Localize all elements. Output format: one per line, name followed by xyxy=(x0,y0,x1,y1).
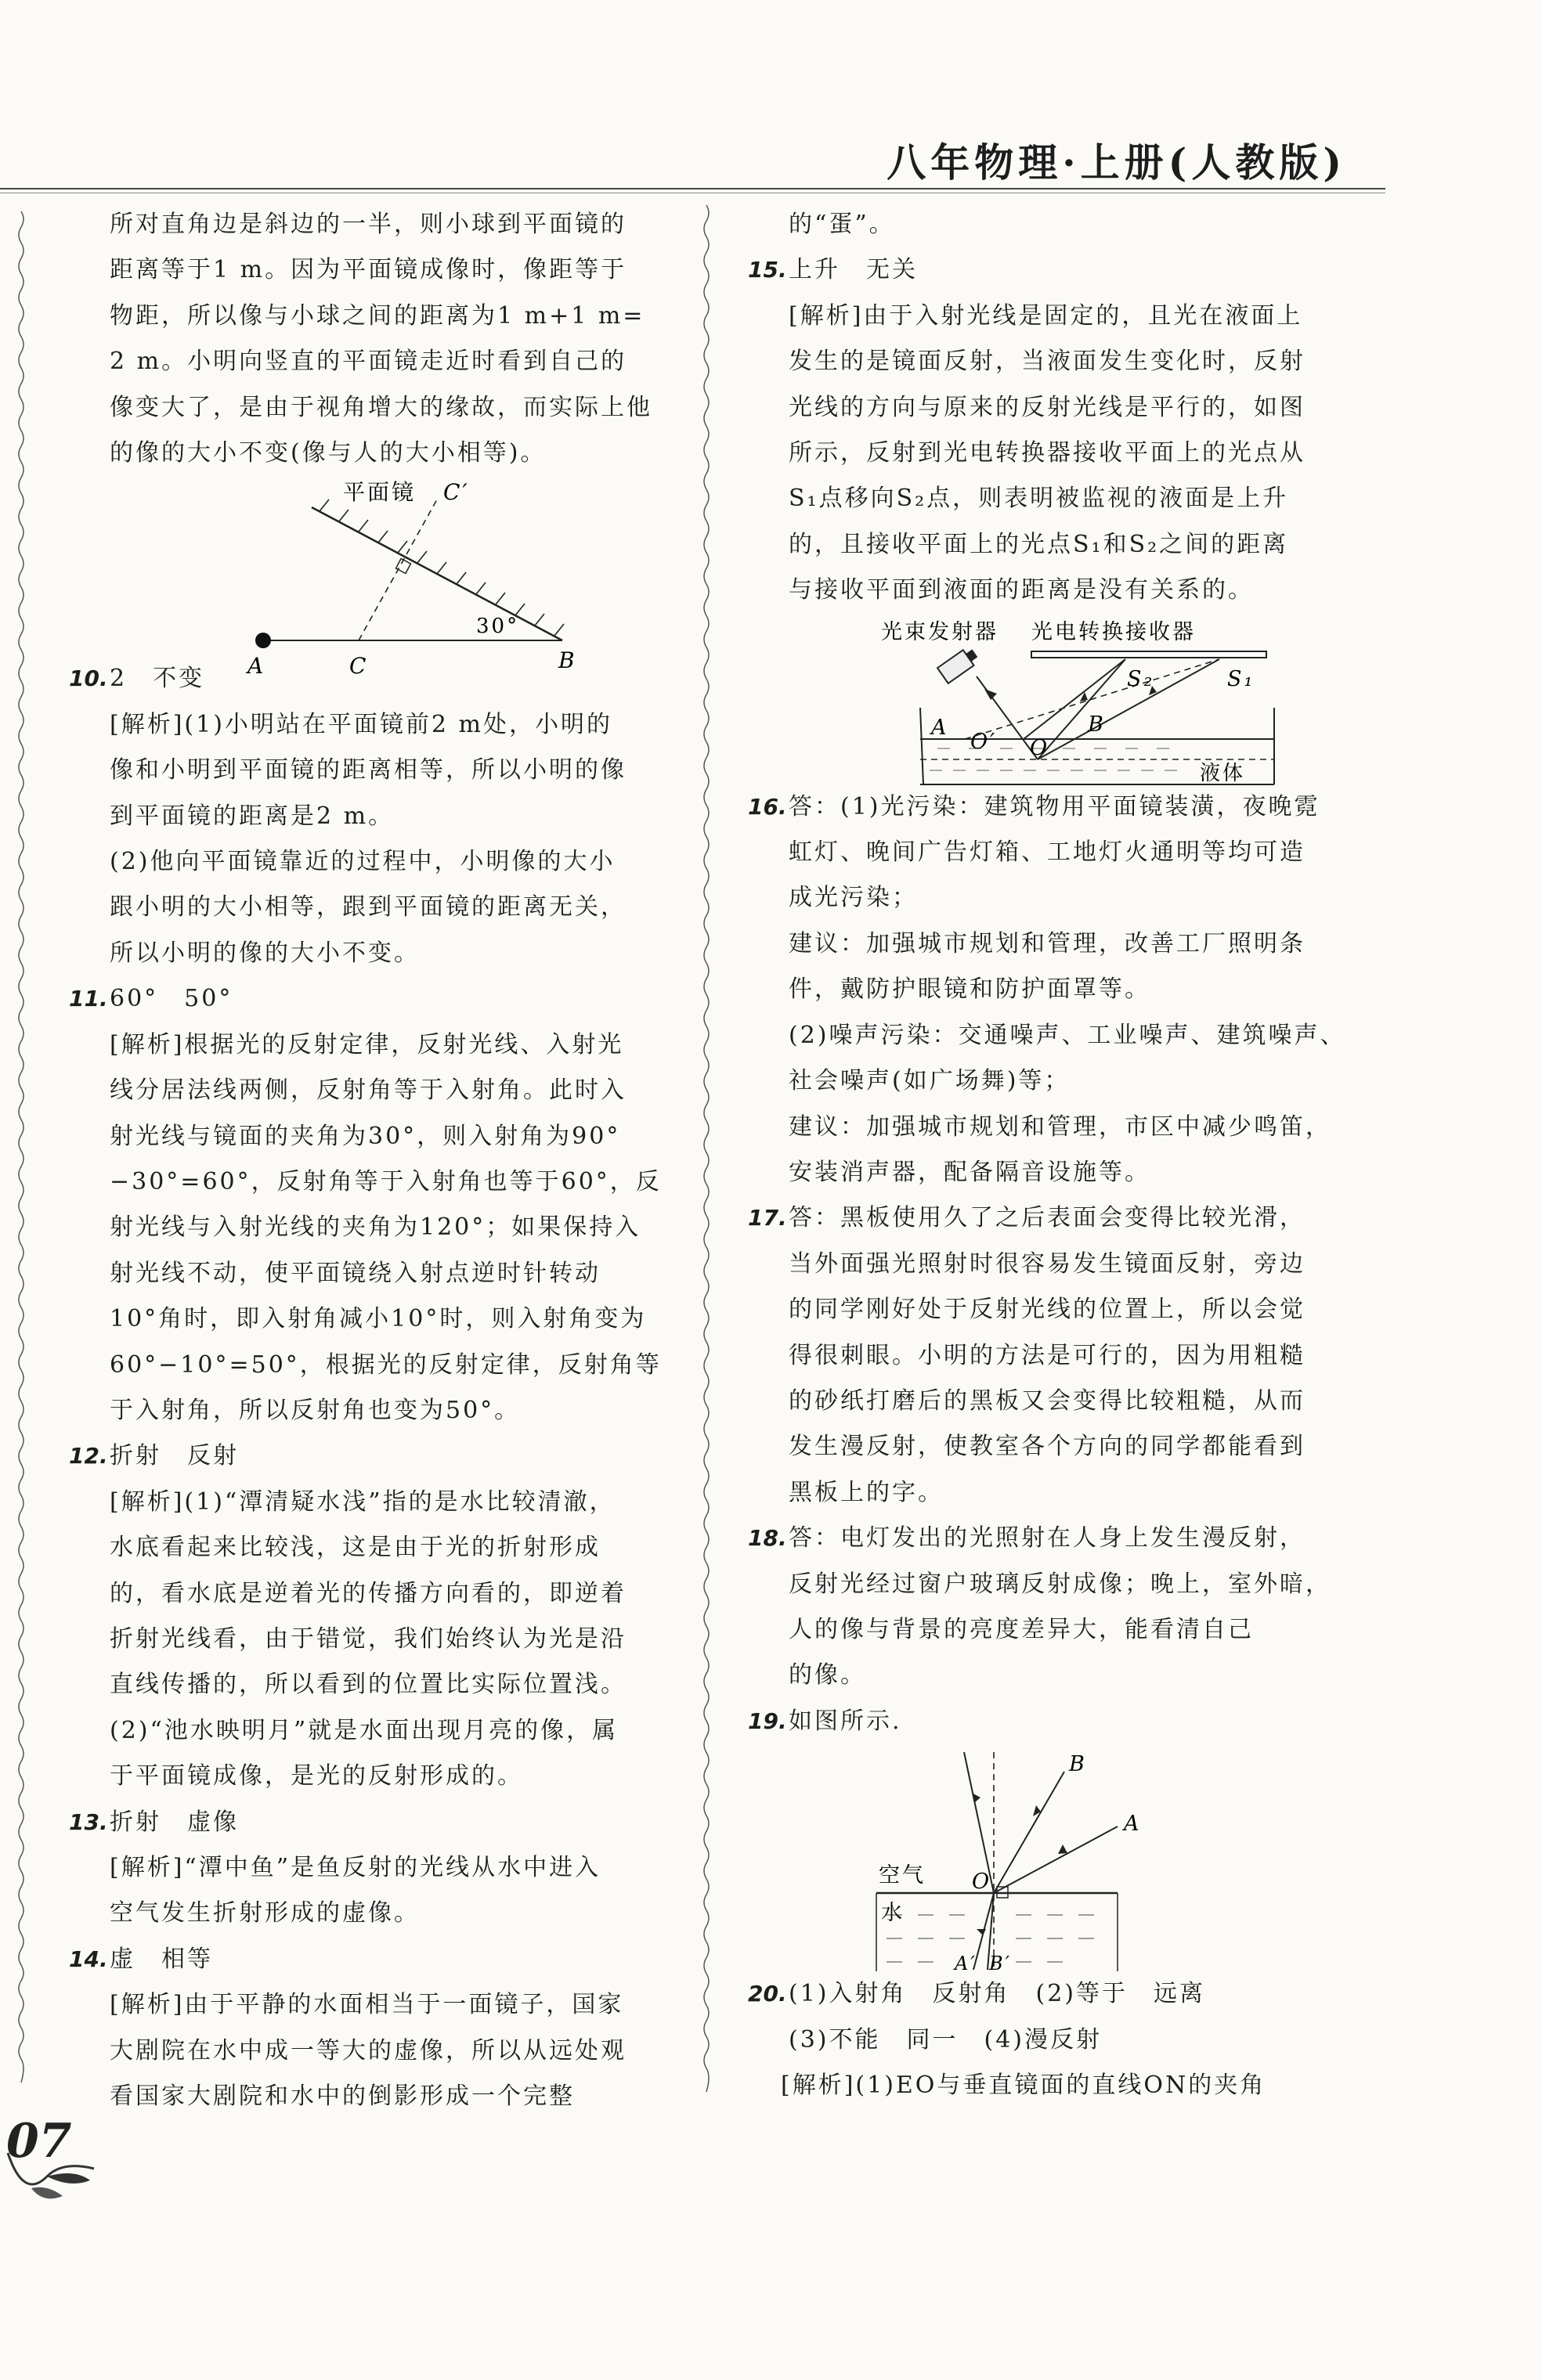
middle-wavy-border xyxy=(701,205,712,2092)
text-line: 答：(1)光污染：建筑物用平面镜装潢，夜晚霓 xyxy=(789,792,1320,820)
liquid-label: 液体 xyxy=(1200,761,1246,785)
text-line: 的像的大小不变(像与人的大小相等)。 xyxy=(110,439,547,467)
a-label: A xyxy=(247,653,266,680)
c-prime-label: C′ xyxy=(443,479,470,506)
question-17 xyxy=(748,1195,1367,1516)
text-line: 所示，反射到光电转换器接收平面上的光点从 xyxy=(789,439,1305,467)
text-line: 2 m。小明向竖直的平面镜走近时看到自己的 xyxy=(110,348,627,376)
text-line: 物距，所以像与小球之间的距离为1 m+1 m= xyxy=(110,301,645,330)
text-line: 所以小明的像的大小不变。 xyxy=(110,939,420,967)
question-11 xyxy=(69,976,672,1433)
question-number: 14. xyxy=(69,1945,108,1972)
answer: 折射 虚像 xyxy=(110,1808,239,1836)
text-line: 于入射角，所以反射角也变为50°。 xyxy=(110,1396,521,1424)
text-line: 射光线与入射光线的夹角为120°；如果保持入 xyxy=(110,1213,641,1242)
text-line: 建议：加强城市规划和管理，市区中减少鸣笛， xyxy=(789,1112,1331,1141)
left-wavy-border xyxy=(16,211,27,2082)
question-number: 16. xyxy=(748,793,787,820)
text-line: (3)不能 同一 (4)漫反射 xyxy=(789,2025,1102,2054)
question-number: 17. xyxy=(748,1205,787,1231)
text-line: 跟小明的大小相等，跟到平面镜的距离无关， xyxy=(110,893,627,921)
text-line: 的，且接收平面上的光点S₁和S₂之间的距离 xyxy=(789,530,1289,558)
question-number: 19. xyxy=(748,1707,787,1734)
text-line: 得很刺眼。小明的方法是可行的，因为用粗糙 xyxy=(789,1341,1305,1369)
text-line: 的像。 xyxy=(789,1661,866,1689)
b-label: B xyxy=(1088,712,1106,737)
b-label: B xyxy=(1069,1752,1087,1777)
q14-continuation xyxy=(748,202,1367,247)
text-line: 距离等于1 m。因为平面镜成像时，像距等于 xyxy=(110,256,627,284)
answer: 60° 50° xyxy=(110,985,233,1013)
o-prime-label: O′ xyxy=(970,729,998,754)
text-line: 线分居法线两侧，反射角等于入射角。此时入 xyxy=(110,1076,627,1105)
b-prime-label: B′ xyxy=(989,1953,1013,1975)
question-number: 20. xyxy=(748,1981,787,2007)
question-12 xyxy=(69,1433,672,1799)
text-line: 虹灯、晚间广告灯箱、工地灯火通明等均可造 xyxy=(789,838,1305,867)
text-line: (2)他向平面镜靠近的过程中，小明像的大小 xyxy=(110,848,616,876)
question-19 xyxy=(748,1699,1367,1975)
text-line: 于平面镜成像，是光的反射形成的。 xyxy=(110,1762,523,1790)
leaf-ornament-icon xyxy=(0,2145,102,2208)
question-14 xyxy=(69,1937,672,2120)
text-line: 答：黑板使用久了之后表面会变得比较光滑， xyxy=(789,1204,1305,1232)
text-line: 60°−10°=50°，根据光的反射定律，反射角等 xyxy=(110,1350,662,1379)
q19-refraction-diagram xyxy=(789,1744,1367,1975)
text-line: 黑板上的字。 xyxy=(789,1478,944,1506)
text-line: [解析]由于入射光线是固定的，且光在液面上 xyxy=(789,301,1303,330)
question-10 xyxy=(69,656,672,976)
text-line: [解析](1)“潭清疑水浅”指的是水比较清澈， xyxy=(110,1488,616,1516)
text-line: 光线的方向与原来的反射光线是平行的，如图 xyxy=(789,393,1305,421)
answer: 2 不变 xyxy=(110,665,205,693)
text-line: 水底看起来比较浅，这是由于光的折射形成 xyxy=(110,1534,601,1562)
text-line: 10°角时，即入射角减小10°时，则入射角变为 xyxy=(110,1305,647,1333)
text-line: (2)噪声污染：交通噪声、工业噪声、建筑噪声、 xyxy=(789,1021,1346,1049)
question-number: 18. xyxy=(748,1525,787,1552)
s1-label: S₁ xyxy=(1227,666,1255,691)
o-label: O xyxy=(972,1870,992,1895)
header-title: 八年物理·上册(人教版) xyxy=(887,139,1346,186)
text-line: S₁点移向S₂点，则表明被监视的液面是上升 xyxy=(789,485,1289,513)
text-line: 的，看水底是逆着光的传播方向看的，即逆着 xyxy=(110,1579,627,1607)
text-line: 的砂纸打磨后的黑板又会变得比较粗糙，从而 xyxy=(789,1387,1305,1415)
c-label: C xyxy=(349,653,369,680)
text-line: [解析]由于平静的水面相当于一面镜子，国家 xyxy=(110,1991,624,2019)
q15-liquid-level-diagram xyxy=(789,614,1367,784)
emitter-label: 光束发射器 xyxy=(881,619,999,644)
page-number: 07 xyxy=(6,2114,72,2169)
text-line: 件，戴防护眼镜和防护面罩等。 xyxy=(789,975,1150,1004)
question-number: 13. xyxy=(69,1808,108,1835)
text-line: 射光线不动，使平面镜绕入射点逆时针转动 xyxy=(110,1259,601,1287)
header-rule xyxy=(0,188,1385,189)
o-label: O xyxy=(1030,735,1050,760)
answer: 如图所示. xyxy=(789,1707,902,1735)
question-18 xyxy=(748,1516,1367,1699)
answer: 上升 无关 xyxy=(789,256,918,284)
text-line: [解析]根据光的反射定律，反射光线、入射光 xyxy=(110,1030,624,1058)
question-number: 11. xyxy=(69,986,108,1012)
text-line: 人的像与背景的亮度差异大，能看清自己 xyxy=(789,1615,1254,1643)
text-line: 建议：加强城市规划和管理，改善工厂照明条 xyxy=(789,929,1305,957)
s2-label: S₂ xyxy=(1127,666,1155,691)
angle-label: 30° xyxy=(476,615,520,639)
text-line: 答：电灯发出的光照射在人身上发生漫反射， xyxy=(789,1524,1305,1552)
question-20 xyxy=(748,1971,1367,2108)
text-line: 看国家大剧院和水中的倒影形成一个完整 xyxy=(110,2082,575,2111)
question-15 xyxy=(748,247,1367,784)
mirror-label: 平面镜 xyxy=(343,479,417,506)
receiver-label: 光电转换接收器 xyxy=(1031,619,1196,644)
text-line: 射光线与镜面的夹角为30°，则入射角为90° xyxy=(110,1122,621,1150)
text-line: 像变大了，是由于视角增大的缘故，而实际上他 xyxy=(110,393,652,421)
text-line: 直线传播的，所以看到的位置比实际位置浅。 xyxy=(110,1671,627,1699)
text-line: (1)入射角 反射角 (2)等于 远离 xyxy=(789,1980,1205,2008)
question-13 xyxy=(69,1800,672,1937)
text-line: 发生漫反射，使教室各个方向的同学都能看到 xyxy=(789,1433,1305,1461)
text-line: (2)“池水映明月”就是水面出现月亮的像，属 xyxy=(110,1716,619,1744)
left-column xyxy=(69,202,672,2119)
text-line: [解析](1)EO与垂直镜面的直线ON的夹角 xyxy=(781,2072,1266,2099)
question-number: 15. xyxy=(748,257,787,283)
text-line: 反射光经过窗户玻璃反射成像；晚上，室外暗， xyxy=(789,1570,1331,1598)
text-line: −30°=60°，反射角等于入射角也等于60°，反 xyxy=(110,1167,662,1195)
answer: 虚 相等 xyxy=(110,1945,213,1973)
air-label: 空气 xyxy=(879,1863,926,1888)
water-label: 水 xyxy=(881,1901,905,1926)
q9-continuation xyxy=(69,202,672,476)
text-line: 折射光线看，由于错觉，我们始终认为光是沿 xyxy=(110,1625,627,1653)
a-label: A xyxy=(1124,1812,1142,1837)
text-line: [解析]“潭中鱼”是鱼反射的光线从水中进入 xyxy=(110,1854,601,1881)
question-number: 10. xyxy=(69,665,108,692)
question-number: 12. xyxy=(69,1443,108,1469)
text-line: 当外面强光照射时很容易发生镜面反射，旁边 xyxy=(789,1250,1305,1278)
right-column xyxy=(748,202,1367,2108)
b-label: B xyxy=(558,647,577,674)
text-line: 像和小明到平面镜的距离相等，所以小明的像 xyxy=(110,756,627,784)
text-line: 社会噪声(如广场舞)等； xyxy=(789,1067,1071,1095)
answer: 折射 反射 xyxy=(110,1442,239,1470)
question-16 xyxy=(748,784,1367,1196)
text-line: 发生的是镜面反射，当液面发生变化时，反射 xyxy=(789,348,1305,376)
text-line: 所对直角边是斜边的一半，则小球到平面镜的 xyxy=(110,211,627,238)
text-line: [解析](1)小明站在平面镜前2 m处，小明的 xyxy=(110,710,612,738)
text-line: 与接收平面到液面的距离是没有关系的。 xyxy=(789,576,1254,604)
text-line: 成光污染； xyxy=(789,884,918,912)
text-line: 的“蛋”。 xyxy=(789,211,895,238)
text-line: 安装消声器，配备隔音设施等。 xyxy=(789,1158,1150,1186)
a-prime-label: A′ xyxy=(955,1953,977,1975)
text-line: 空气发生折射形成的虚像。 xyxy=(110,1899,420,1927)
text-line: 到平面镜的距离是2 m。 xyxy=(110,802,395,830)
text-line: 的同学刚好处于反射光线的位置上，所以会觉 xyxy=(789,1296,1305,1324)
text-line: 大剧院在水中成一等大的虚像，所以从远处观 xyxy=(110,2036,627,2064)
a-label: A xyxy=(931,715,949,740)
